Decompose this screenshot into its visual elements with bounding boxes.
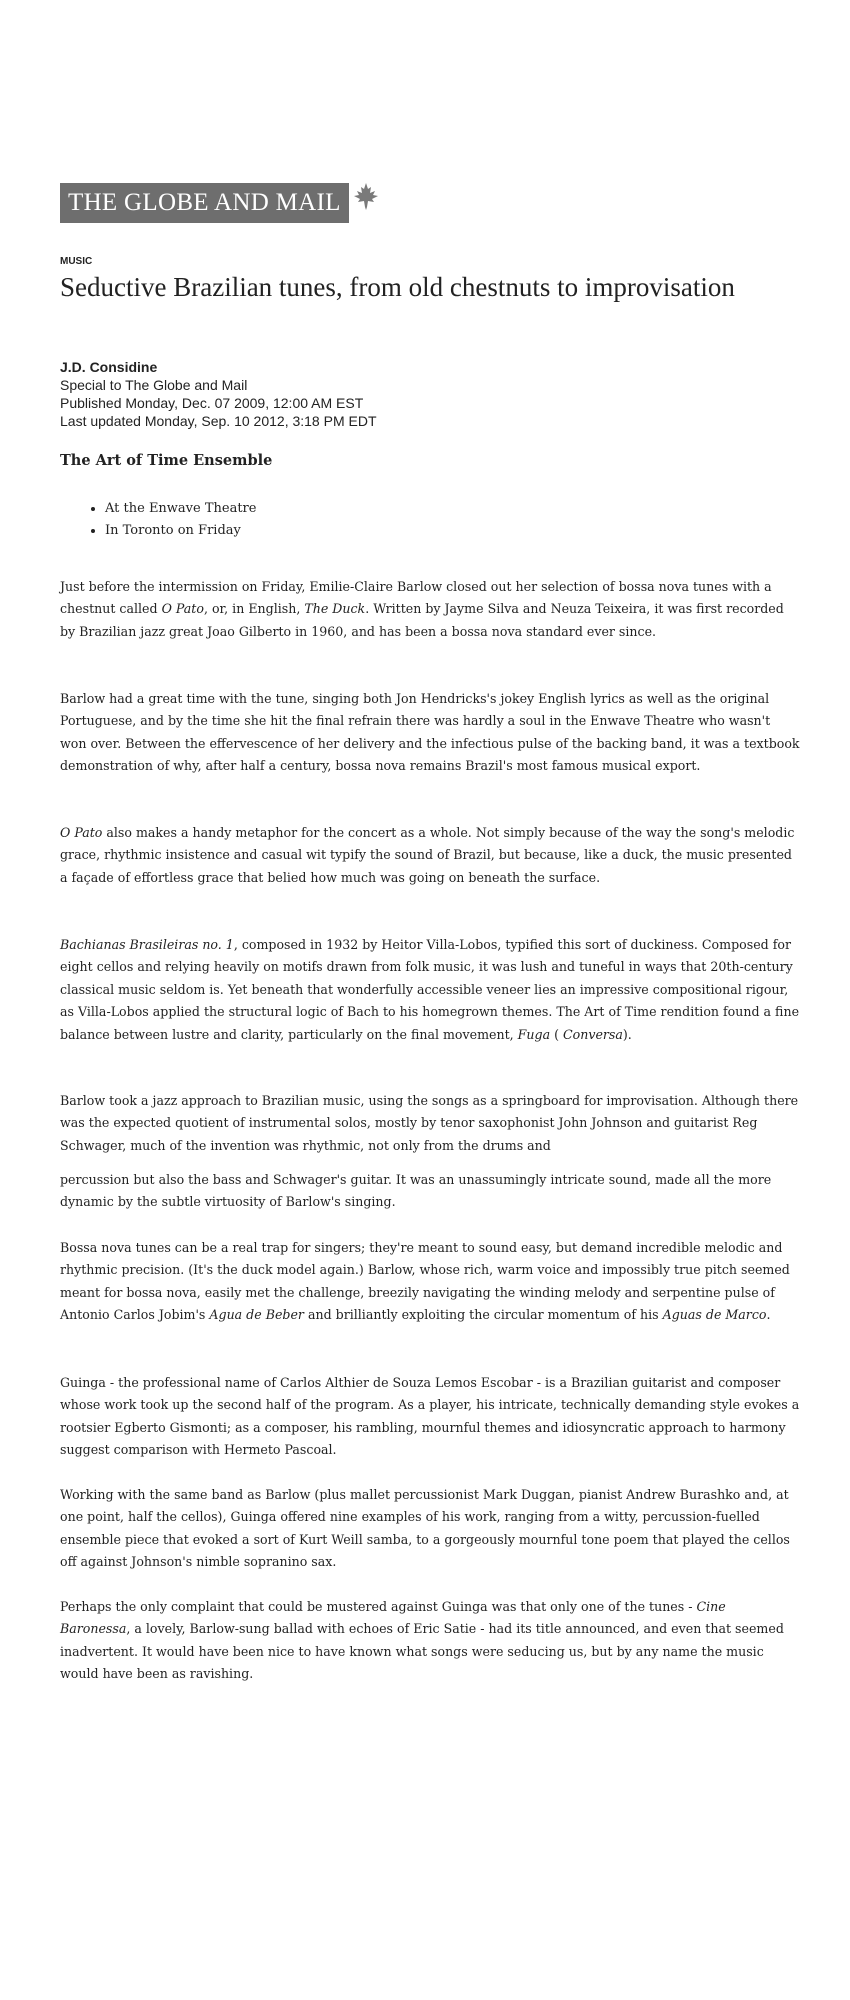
masthead-title[interactable]: THE GLOBE AND MAIL [60, 183, 349, 223]
paragraph-1: Just before the intermission on Friday, Emilie-Claire Barlow closed out her selection of bossa nova tunes with a chestnut called O Pato, or, in English, The Duck. Written by Jayme Silva and Neuza Teixeira, it was first recorded by Brazilian jazz great Joao Gilberto in 1960, and has been a bossa nova standard ever since. [60, 579, 784, 639]
published-date: Published Monday, Dec. 07 2009, 12:00 AM EST [60, 395, 364, 411]
paragraph-9: Perhaps the only complaint that could be mustered against Guinga was that only one of the tunes - Cine Baronessa, a lovely, Barlow-sung ballad with echoes of Eric Satie - had its title announced, and even that seemed inadvertent. It would have been nice to have known what songs were seducing us, but by any name the music would have been as ravishing. [60, 1599, 784, 1682]
author-name: J.D. Considine [60, 359, 158, 375]
masthead[interactable] [60, 183, 379, 223]
paragraph-6: Bossa nova tunes can be a real trap for singers; they're meant to sound easy, but demand incredible melodic and rhythmic precision. (It's the duck model again.) Barlow, whose rich, warm voice and impossibly true pitch seemed meant for bossa nova, easily met the challenge, breezily navigating the winding melody and serpentine pulse of Antonio Carlos Jobim's Agua de Beber and brilliantly exploiting the circular momentum of his Aguas de Marco. [60, 1240, 790, 1323]
event-fact-city: • In Toronto on Friday [105, 520, 256, 542]
paragraph-2: Barlow had a great time with the tune, singing both Jon Hendricks's jokey English lyrics as well as the original Portuguese, and by the time she hit the final refrain there was hardly a soul in the Enwave Theatre who wasn't won over. Between the effervescence of her delivery and the infectious pulse of the backing band, it was a textbook demonstration of why, after half a century, bossa nova remains Brazil's most famous musical export. [60, 691, 800, 774]
maple-leaf-icon [353, 182, 379, 210]
section-label[interactable]: MUSIC [60, 256, 93, 267]
paragraph-5-part-2: percussion but also the bass and Schwager's guitar. It was an unassumingly intricate sound, made all the more dynamic by the subtle virtuosity of Barlow's singing. [60, 1172, 772, 1210]
article-subhead: The Art of Time Ensemble [60, 452, 273, 469]
paragraph-8: Working with the same band as Barlow (plus mallet percussionist Mark Duggan, pianist Andrew Burashko and, at one point, half the cellos), Guinga offered nine examples of his work, ranging from a witty, percussion-fuelled ensemble piece that evoked a sort of Kurt Weill samba, to a gorgeously mournful tone poem that played the cellos off against Johnson's nimble sopranino sax. [60, 1487, 790, 1570]
paragraph-4: Bachianas Brasileiras no. 1, composed in 1932 by Heitor Villa-Lobos, typified this sort of duckiness. Composed for eight cellos and relying heavily on motifs drawn from folk music, it was lush and tuneful in ways that 20th-century classical music seldom is. Yet beneath that wonderfully accessible veneer lies an impressive compositional rigour, as Villa-Lobos applied the structural logic of Bach to his homegrown themes. The Art of Time rendition found a fine balance between lustre and clarity, particularly on the final movement, Fuga ( Conversa). [60, 937, 800, 1042]
byline [60, 358, 377, 430]
paragraph-5-part-1: Barlow took a jazz approach to Brazilian music, using the songs as a springboard for improvisation. Although there was the expected quotient of instrumental solos, mostly by tenor saxophonist John Johnson and guitarist Reg Schwager, much of the invention was rhythmic, not only from the drums and [60, 1093, 799, 1153]
paragraph-3: O Pato also makes a handy metaphor for the concert as a whole. Not simply because of the way the song's melodic grace, rhythmic insistence and casual wit typify the sound of Brazil, but because, like a duck, the music presented a façade of effortless grace that belied how much was going on beneath the surface. [60, 825, 795, 885]
updated-date: Last updated Monday, Sep. 10 2012, 3:18 PM EDT [60, 413, 377, 429]
event-facts-list [60, 498, 256, 542]
article-headline: Seductive Brazilian tunes, from old chestnuts to improvisation [60, 272, 735, 302]
author-credit: Special to The Globe and Mail [60, 377, 248, 393]
paragraph-7: Guinga - the professional name of Carlos Althier de Souza Lemos Escobar - is a Brazilian guitarist and composer whose work took up the second half of the program. As a player, his intricate, technically demanding style evokes a rootsier Egberto Gismonti; as a composer, his rambling, mournful themes and idiosyncratic approach to harmony suggest comparison with Hermeto Pascoal. [60, 1375, 800, 1458]
event-fact-venue: • At the Enwave Theatre [105, 498, 256, 520]
